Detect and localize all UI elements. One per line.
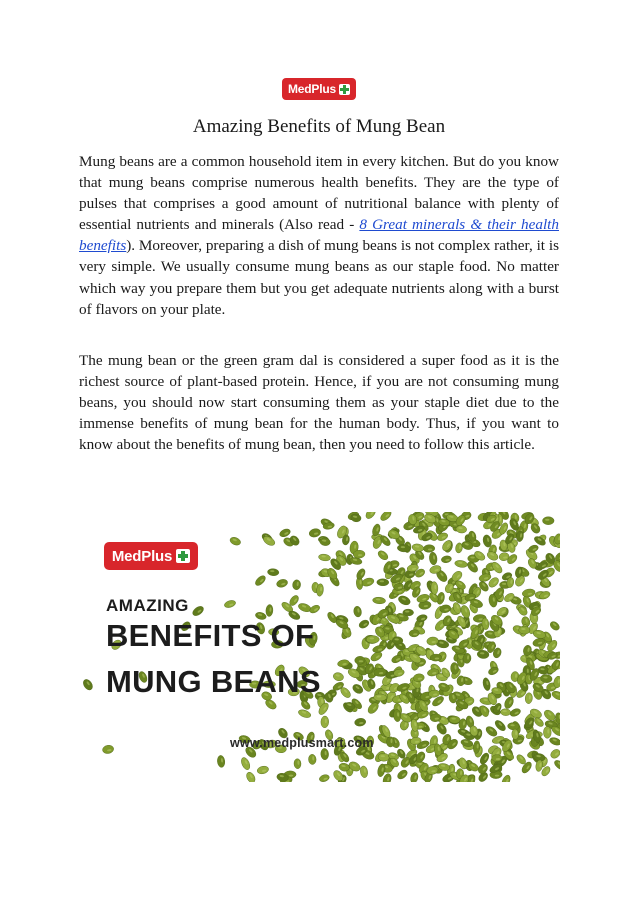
mung-bean <box>256 765 269 775</box>
banner-medplus-logo <box>104 542 198 570</box>
logo-text: MedPlus <box>288 82 336 96</box>
mung-bean <box>522 588 536 598</box>
banner-heading-line-3: MUNG BEANS <box>106 664 321 699</box>
mung-bean <box>355 656 366 664</box>
mung-bean <box>553 759 560 772</box>
mung-bean <box>364 512 377 520</box>
mung-bean <box>509 707 522 718</box>
mung-bean <box>386 737 394 747</box>
banner-logo-text: MedPlus <box>111 547 173 565</box>
mung-bean <box>454 560 468 569</box>
mung-bean <box>487 665 500 676</box>
mung-bean <box>512 729 519 740</box>
mung-bean <box>318 553 331 561</box>
mung-bean <box>372 597 385 604</box>
banner-medical-plus-icon <box>176 549 190 563</box>
mung-bean <box>81 678 94 692</box>
intro-text-end: ). Moreover, preparing a dish of mung beans is not complex rather, it is very simple. We usually consume mung beans as our staple food. No matter which way you prepare them but you get adequate nutrients along with a burst of flavors on your plate. <box>79 237 559 318</box>
mung-bean <box>429 552 438 566</box>
intro-paragraph <box>79 151 559 320</box>
mung-bean <box>332 671 344 681</box>
mung-bean <box>477 650 490 659</box>
mung-bean <box>482 677 491 691</box>
mung-bean <box>403 609 414 616</box>
mung-bean <box>543 517 555 525</box>
mung-bean <box>294 759 302 769</box>
mung-bean <box>476 762 489 775</box>
mung-bean <box>308 754 316 765</box>
mung-beans-banner-image <box>80 512 560 782</box>
mung-bean <box>297 708 312 719</box>
page-title: Amazing Benefits of Mung Bean <box>192 116 446 137</box>
mung-bean <box>377 579 389 586</box>
intro-text-start: Mung beans are a common household item in every kitchen. But do you know that mung beans comprise numerous health benefits. They are the type of pulses that comprises a good amount of nutritional balance with plenty of essential nutrients and minerals (Also read - <box>79 153 559 234</box>
banner-website-url: www.medplusmart.com <box>230 736 374 750</box>
mung-bean <box>551 690 560 702</box>
mung-bean <box>308 604 321 615</box>
mung-bean <box>240 756 252 771</box>
mung-bean <box>549 620 560 632</box>
mung-bean <box>500 708 511 715</box>
mung-bean <box>102 744 114 754</box>
mung-bean <box>267 568 279 576</box>
mung-bean <box>308 528 321 539</box>
mung-bean <box>265 604 273 616</box>
banner-heading-line-1: AMAZING <box>106 596 189 615</box>
mung-bean <box>549 736 560 746</box>
mung-bean <box>376 549 389 562</box>
medical-plus-icon <box>339 84 350 95</box>
mung-bean <box>276 578 289 588</box>
mung-bean <box>549 748 560 760</box>
banner-heading-line-2: BENEFITS OF <box>106 618 315 653</box>
mung-bean <box>355 567 367 580</box>
mung-bean <box>245 771 257 782</box>
mung-bean <box>353 606 362 618</box>
mung-bean <box>409 629 420 637</box>
minerals-article-link[interactable]: 8 Great minerals & their health benefits <box>79 216 559 255</box>
mung-bean <box>217 755 226 768</box>
mung-bean <box>358 618 371 629</box>
mung-bean <box>492 754 503 761</box>
super-food-paragraph: The mung bean or the green gram dal is considered a super food as it is the richest source of plant-based protein. Hence, if you are not consuming mung beans, you should now start consuming them as your staple diet due to the immense benefits of mung bean for the human body. Thus, if you want to know about the benefits of mung bean, then you need to follow this article. <box>79 352 559 454</box>
mung-bean <box>374 694 387 701</box>
mung-bean <box>423 545 435 553</box>
mung-bean <box>366 636 379 644</box>
mung-bean <box>318 773 330 782</box>
mung-bean <box>525 692 533 704</box>
mung-bean <box>191 604 205 617</box>
mung-bean <box>543 726 551 738</box>
medplus-logo <box>282 78 356 100</box>
mung-bean <box>379 512 393 522</box>
mung-bean <box>321 716 329 728</box>
mung-bean <box>229 536 242 547</box>
mung-bean <box>254 574 267 587</box>
mung-bean <box>360 765 369 778</box>
mung-bean <box>409 772 419 782</box>
mung-bean <box>354 718 366 727</box>
mung-bean <box>278 527 291 538</box>
mung-bean <box>441 555 452 563</box>
mung-bean <box>396 768 409 781</box>
mung-bean <box>486 550 500 562</box>
mung-bean <box>223 599 236 609</box>
mung-bean <box>411 543 424 553</box>
mung-bean <box>397 594 412 606</box>
mung-bean <box>292 579 301 590</box>
